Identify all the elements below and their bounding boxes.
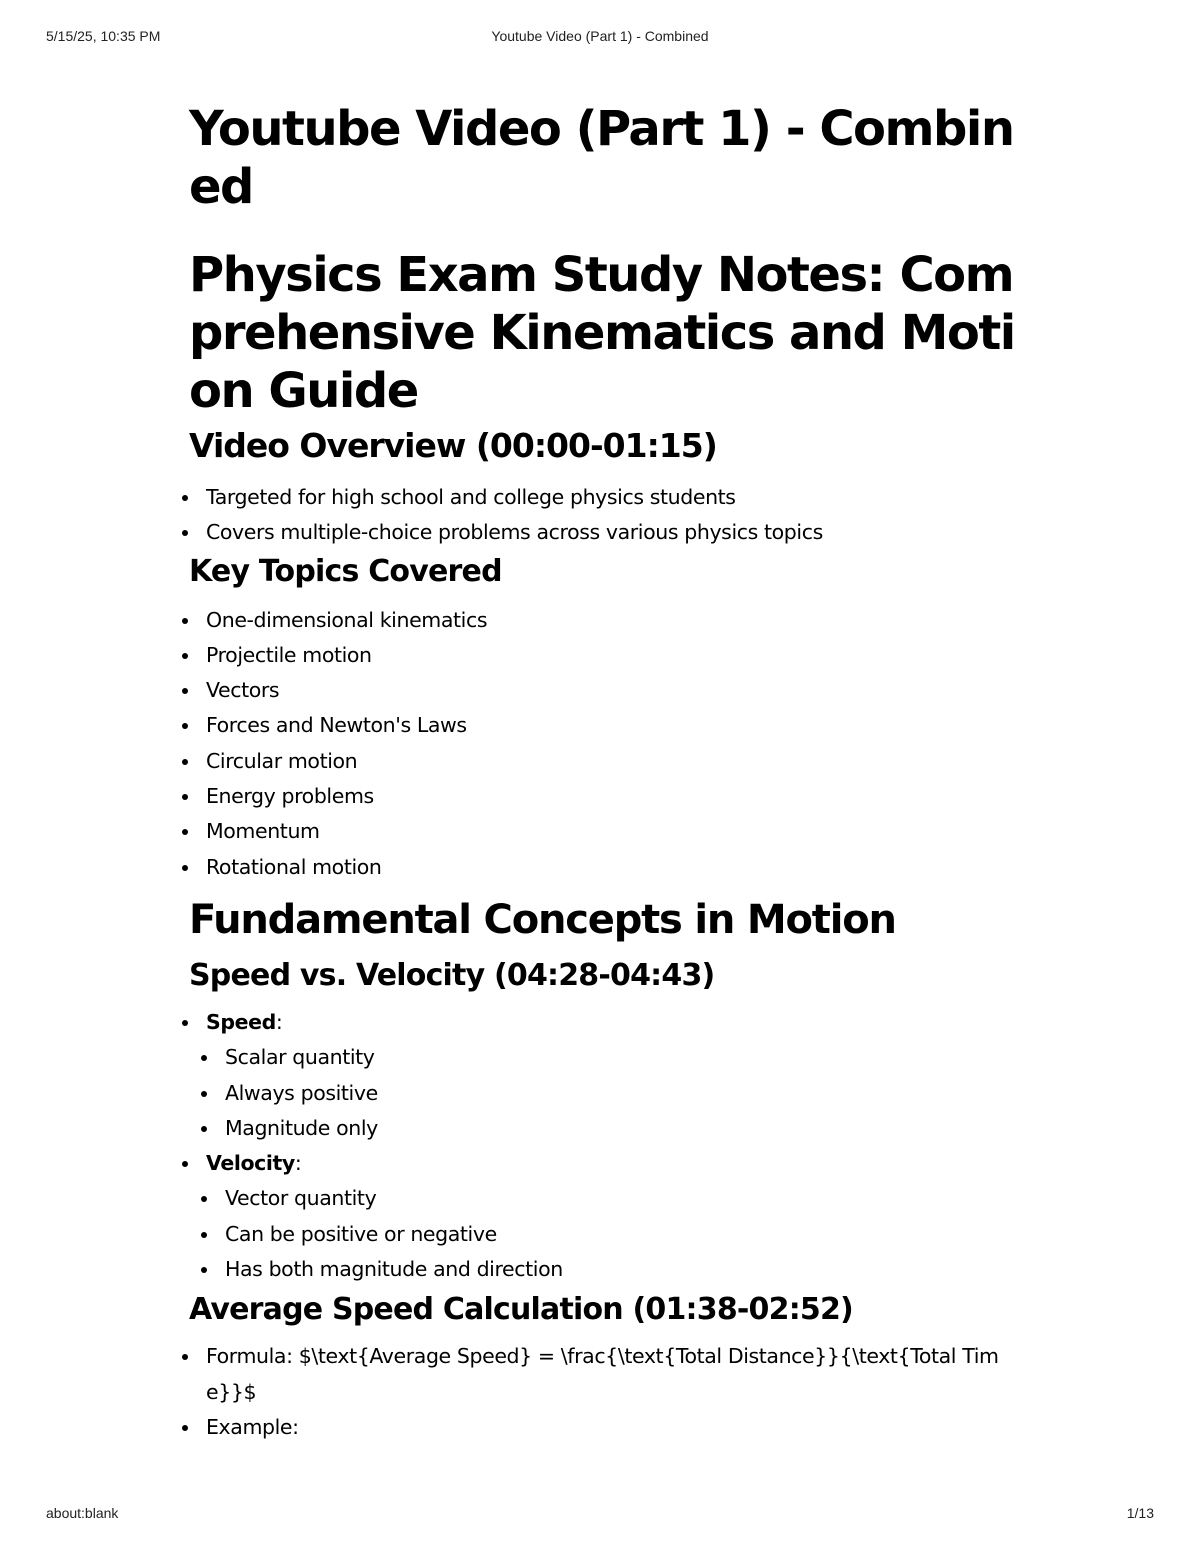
velocity-sublist: [189, 1181, 1029, 1287]
list-item: Energy problems: [189, 779, 1029, 814]
document-title: Youtube Video (Part 1) - Combined: [189, 101, 1014, 215]
formula-item: [189, 1339, 1029, 1410]
list-item: One-dimensional kinematics: [189, 603, 1029, 638]
list-item: Has both magnitude and direction: [189, 1252, 1029, 1287]
list-item: Vector quantity: [189, 1181, 1029, 1216]
speed-vs-velocity-list: [189, 1005, 1029, 1040]
key-topics-heading: Key Topics Covered: [189, 553, 502, 589]
print-footer: [0, 1505, 1200, 1525]
velocity-item: Velocity:: [189, 1146, 1029, 1181]
velocity-list: [189, 1146, 1029, 1181]
list-item: Can be positive or negative: [189, 1217, 1029, 1252]
list-item: Momentum: [189, 814, 1029, 849]
list-item: Rotational motion: [189, 850, 1029, 885]
average-speed-list: [189, 1339, 1029, 1445]
speed-vs-velocity-heading: Speed vs. Velocity (04:28-04:43): [189, 957, 715, 993]
key-topics-list: [189, 603, 1029, 885]
fundamentals-heading: Fundamental Concepts in Motion: [189, 896, 896, 943]
list-item: Covers multiple-choice problems across various physics topics: [189, 515, 1029, 550]
formula-label: Formula:: [206, 1344, 293, 1369]
list-item: Targeted for high school and college physics students: [189, 480, 1029, 515]
speed-sublist: [189, 1040, 1029, 1146]
average-speed-heading: Average Speed Calculation (01:38-02:52): [189, 1292, 853, 1328]
print-header-datetime: 5/15/25, 10:35 PM: [46, 28, 161, 44]
print-footer-page-number: 1/13: [1126, 1505, 1154, 1521]
document-body: [189, 100, 1029, 1445]
velocity-label: Velocity: [206, 1151, 295, 1176]
list-item: Forces and Newton's Laws: [189, 708, 1029, 743]
list-item: Circular motion: [189, 744, 1029, 779]
video-overview-list: [189, 480, 1029, 551]
print-footer-url: about:blank: [46, 1505, 119, 1521]
speed-label: Speed: [206, 1009, 276, 1034]
formula-text: $\text{Average Speed} = \frac{\text{Total Distance}}{\text{Total Time}}$: [206, 1344, 999, 1404]
speed-item: Speed:: [189, 1005, 1029, 1040]
video-overview-heading: Video Overview (00:00-01:15): [189, 426, 717, 465]
list-item: Scalar quantity: [189, 1040, 1029, 1075]
print-header: [0, 28, 1200, 48]
list-item: Projectile motion: [189, 638, 1029, 673]
print-header-title: Youtube Video (Part 1) - Combined: [491, 28, 709, 44]
list-item: Always positive: [189, 1076, 1029, 1111]
list-item: Vectors: [189, 673, 1029, 708]
list-item: Magnitude only: [189, 1111, 1029, 1146]
example-item: Example:: [189, 1410, 1029, 1445]
document-subtitle: Physics Exam Study Notes: Comprehensive Kinematics and Motion Guide: [189, 247, 1015, 419]
